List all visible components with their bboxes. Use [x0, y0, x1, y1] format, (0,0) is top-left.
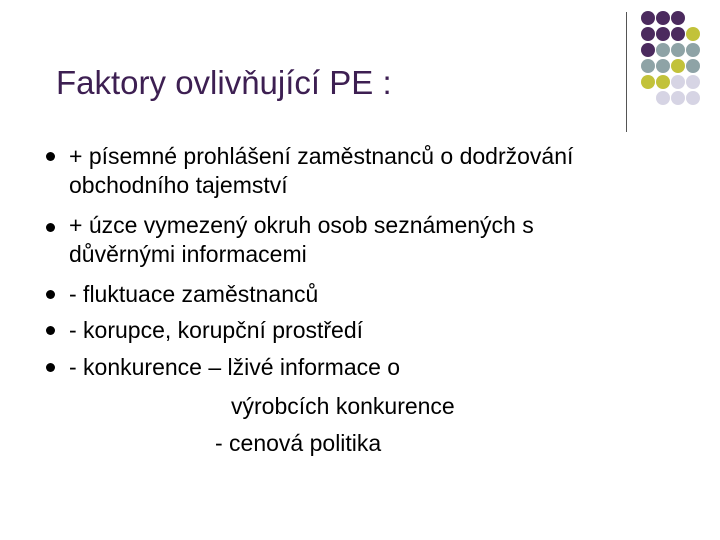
bullet-line: - cenová politika [215, 430, 382, 456]
bullet-marker [46, 152, 55, 161]
bullet-line: - fluktuace zaměstnanců [69, 281, 319, 307]
slide-title: Faktory ovlivňující PE : [56, 64, 392, 101]
bullet-line: důvěrnými informacemi [69, 241, 307, 267]
bullet-line: obchodního tajemství [69, 172, 288, 198]
bullet-line: - korupce, korupční prostředí [69, 317, 364, 343]
bullet-line: + písemné prohlášení zaměstnanců o dodržování [69, 143, 574, 169]
bullet-line: - konkurence – lživé informace o [69, 354, 401, 380]
bullet-marker [46, 223, 55, 232]
bullet-marker [46, 290, 55, 299]
bullet-marker [46, 326, 55, 335]
bullet-marker [46, 363, 55, 372]
bullet-line: výrobcích konkurence [231, 393, 455, 419]
bullet-line: + úzce vymezený okruh osob seznámených s [69, 212, 534, 238]
